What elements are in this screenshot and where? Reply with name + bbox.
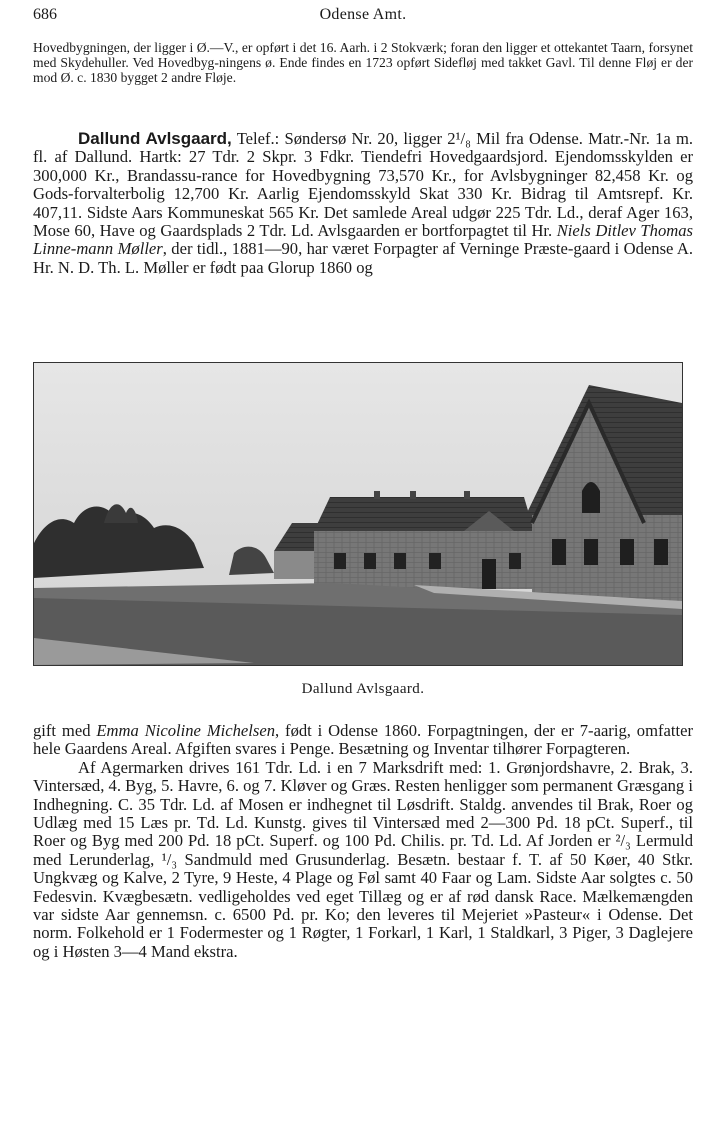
- farm-photograph-image: [34, 363, 682, 665]
- page-header: [33, 6, 693, 28]
- farm-details: [33, 722, 693, 961]
- farm-operation-text: Af Agermarken drives 161 Tdr. Ld. i en 7 Marksdrift med: 1. Grønjordshavre, 2. Brak, 3. Vintersæd, 4. Byg, 5. Havre, 6. og 7. Kløver og Græs. Resten henligger som permanent Græsgang i Indhegning. C. 35 Tdr. Ld. af Mosen er indhegnet til Løsdrift. Staldg. anvendes til Brak, Roer og Udlæg med 15 Læs pr. Td. Ld. Kunstg. gives til Vintersæd med 2—300 Pd. 18 pCt. Superf., til Roer og Byg med 200 Pd. 18 pCt. Superf. og 100 Pd. Chilis. pr. Td. Ld. Af Jorden er ²/₃ Lermuld med Lerunderlag, ¹/₃ Sandmuld med Grusunderlag. Besætn. bestaar f. T. af 50 Køer, 40 Stkr. Ungkvæg og Kalve, 2 Tyre, 9 Heste, 4 Plage og Føl samt 40 Faar og Lam. Sidste Aar solgtes c. 50 Fedesvin. Kvægbesætn. vedligeholdes ved eget Tillæg og er af rød dansk Race. Mælkemængden var sidste Aar gennemsn. c. 6500 Pd. pr. Ko; den leveres til Mejeriet »Pasteur« i Odense. Det norm. Folkehold er 1 Fodermester og 1 Røgter, 1 Forkarl, 1 Karl, 1 Staldkarl, 3 Piger, 3 Daglejere og i Høsten 3—4 Mand ekstra.: [33, 757, 693, 961]
- building-description: [33, 40, 693, 85]
- description-text: Hovedbygningen, der ligger i Ø.—V., er opført i det 16. Aarh. i 2 Stokværk;: [33, 40, 447, 55]
- entry-text: gaard i Odense A. Hr. N. D. Th. L. Møller er født paa Glorup 1860 og: [33, 239, 693, 277]
- entry-text: Amtsrepf. Kr. 407,11. Sidste Aars Kommuneskat 565 Kr. Det samlede: [33, 184, 694, 222]
- farm-photograph: [33, 362, 683, 666]
- estate-entry: [33, 130, 693, 277]
- entry-text: forvalterbolig 12,700 Kr. Aarlig Ejendomsskyld Skat 330 Kr. Bidrag til: [73, 184, 589, 204]
- entry-text: Tiendefri Hovedgaardsjord. Ejendomsskylden er 300,000 Kr., Brandassu-: [33, 147, 693, 185]
- entry-text: Matr.-Nr. 1a m. fl. af Dallund. Hartk: 27 Tdr. 2 Skpr. 3 Fdkr.: [33, 129, 693, 167]
- entry-text: , der tidl., 1881—90, har været Forpagter af Verninge Præste-: [162, 239, 574, 259]
- running-title: Odense Amt.: [319, 6, 407, 23]
- body-text: , født i Odense 1860. Forpagtningen, der er 7-aarig, omfatter hele Gaardens Areal. Afgiften svares i Penge. Besætning og Inventar tilhører Forpagteren.: [33, 721, 693, 759]
- page-number: 686: [33, 6, 57, 23]
- description-text: der mod Ø. c. 1830 bygget 2 andre Fløje.: [33, 55, 693, 85]
- entry-text: 2 Tdr. Ld. Avlsgaarden er bortforpagtet til Hr.: [246, 221, 557, 241]
- entry-title: Dallund Avlsgaard,: [78, 129, 232, 148]
- description-text: foran den ligger et ottekantet Taarn, forsynet med Skydehuller. Ved Hovedbyg-: [33, 40, 693, 70]
- body-text: gift med: [33, 721, 97, 740]
- entry-text: Areal udgør 225 Tdr. Ld., deraf Ager 163, Mose 60, Have og Gaardsplads: [33, 202, 693, 241]
- entry-text: rance for Hovedbygning 73,570 Kr., for Avlsbygninger 82,458 Kr. og Gods-: [33, 165, 693, 204]
- entry-text: Telef.: Søndersø Nr. 20, ligger 2¹/₈ Mil fra Odense.: [231, 129, 583, 148]
- spouse-name: Emma Nicoline Michelsen: [96, 721, 276, 740]
- description-text: ningens ø. Ende findes en 1723 opført Sidefløj med takket Gavl. Til denne Fløj er: [218, 55, 672, 70]
- photo-caption: Dallund Avlsgaard.: [301, 681, 425, 697]
- tenant-name: Niels Ditlev Thomas Linne-: [33, 221, 693, 259]
- tenant-name: mann Møller: [76, 239, 163, 259]
